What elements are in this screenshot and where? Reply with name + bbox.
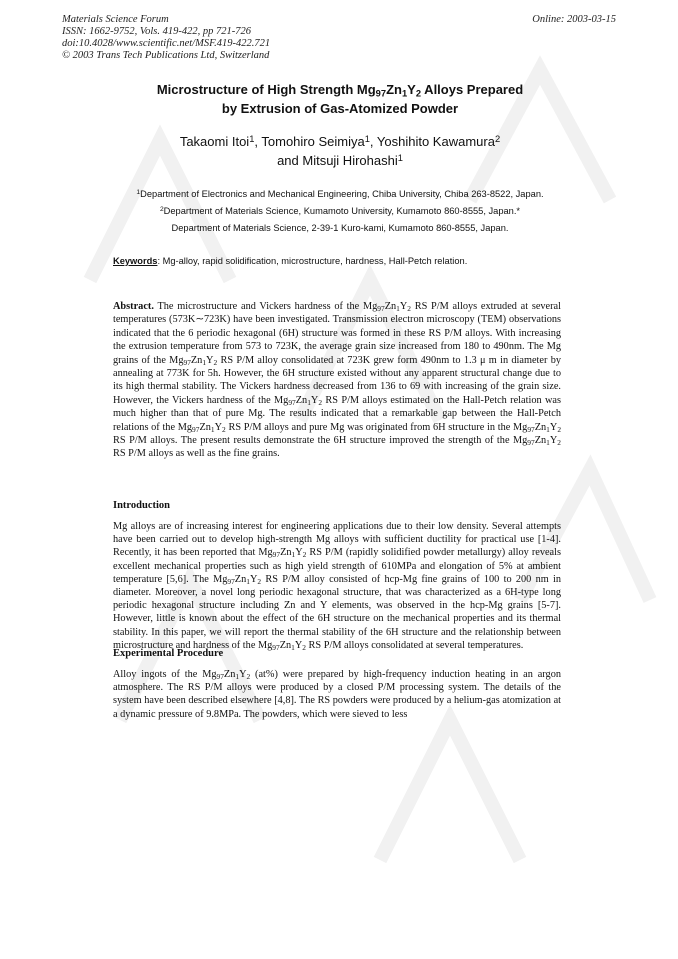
author-list: Takaomi Itoi$^1$, Tomohiro Seimiya$^1$, Yoshihito Kawamura$^2$ and Mitsuji Hirohashi$^1$ xyxy=(179,133,501,168)
affiliations xyxy=(95,186,585,237)
experimental-heading: Experimental Procedure xyxy=(113,648,224,659)
introduction-paragraph: Mg alloys are of increasing interest for engineering applications due to their low density. Several attempts have been carried out to develop high-strength Mg alloys with sufficient ductility for practical use [1-4]. Recently, it has been reported that $Mg_{97}Zn_1Y_2$ RS P/M (rapidly solidified powder metallurgy) alloy reveals excellent mechanical properties such as high yield strength of 610MPa and elongation of 5% at ambient temperature [5,6]. The $Mg_{97}Zn_1Y_2$ RS P/M alloy consisted of hcp-Mg fine grains of 100 to 200 nm in diameter. Moreover, a novel long periodic hexagonal structure, that was characterized as a 6H-type long periodic hexagonal structure including Zn and Y elements, was observed in the hcp-Mg grains [5-7]. However, little is known about the effect of the 6H structure on the mechanical properties and its thermal stability. In this paper, we will report the thermal stability of the 6H structure and the relationship between microstructure and hardness of the $Mg_{97}Zn_1Y_2$ RS P/M alloys consolidated at several temperatures. xyxy=(113,521,561,652)
keywords: Keywords: Mg-alloy, rapid solidification, microstructure, hardness, Hall-Petch relation. xyxy=(113,256,468,266)
issn-line: ISSN: 1662-9752, Vols. 419-422, pp 721-726 xyxy=(62,26,251,37)
experimental-paragraph: Alloy ingots of the $Mg_{97}Zn_1Y_2$ (at%) were prepared by high-frequency induction heating in an argon atmosphere. The RS P/M alloys were produced by a closed P/M processing system. The details of the system have been described elsewhere [4,8]. The RS powders were produced by a helium-gas atomization at a dynamic pressure of 9.8MPa. The powders, which were sieved to less xyxy=(113,669,561,720)
paper-title: Microstructure of High Strength $Mg_{97}Zn_1Y_2$ Alloys Prepared by Extrusion of Gas-Atomized Powder xyxy=(156,82,524,116)
journal-header xyxy=(62,14,270,62)
affiliation-2: $^2$Department of Materials Science, Kumamoto University, Kumamoto 860-8555, Japan.* xyxy=(159,206,521,216)
online-date: Online: 2003-03-15 xyxy=(532,14,616,25)
abstract: Abstract. The microstructure and Vickers hardness of the $Mg_{97}Zn_1Y_2$ RS P/M alloys extruded at several temperatures (573K∼723K) have been investigated. Transmission electron microscopy (TEM) observations indicated that the 6 periodic hexagonal (6H) structure was formed in these RS P/M alloys. With increasing the extrusion temperature from 573 to 723K, the average grain size increased from 180 to 490nm. The Mg grains of the $Mg_{97}Zn_1Y_2$ RS P/M alloy consolidated at 723K grew form 490nm to 1.3 μ m in diameter by annealing at 773K for 5h. However, the 6H structure existed without any apparent structural change due to its high thermal stability. The Vickers hardness decreased from 136 to 69 with increasing of the grain size. However, the Vickers hardness of the $Mg_{97}Zn_1Y_2$ RS P/M alloys estimated on the Hall-Petch relation was much higher than that of pure Mg. The results indicated that a remarkable gap between the Hall-Petch relations of the $Mg_{97}Zn_1Y_2$ RS P/M alloys and pure Mg was originated from 6H structure in the $Mg_{97}Zn_1Y_2$ RS P/M alloys. The present results demonstrate the 6H structure improved the strength of the $Mg_{97}Zn_1Y_2$ RS P/M alloys as well as the fine grains. xyxy=(113,301,562,460)
introduction-heading: Introduction xyxy=(113,500,170,511)
affiliation-3: Department of Materials Science, 2-39-1 Kuro-kami, Kumamoto 860-8555, Japan. xyxy=(171,223,509,233)
copyright-line: © 2003 Trans Tech Publications Ltd, Switzerland xyxy=(62,50,270,61)
doi-line[interactable]: doi:10.4028/www.scientific.net/MSF.419-422.721 xyxy=(62,38,271,49)
journal-name: Materials Science Forum xyxy=(62,14,169,25)
affiliation-1: $^1$Department of Electronics and Mechanical Engineering, Chiba University, Chiba 263-8522, Japan. xyxy=(136,189,544,199)
